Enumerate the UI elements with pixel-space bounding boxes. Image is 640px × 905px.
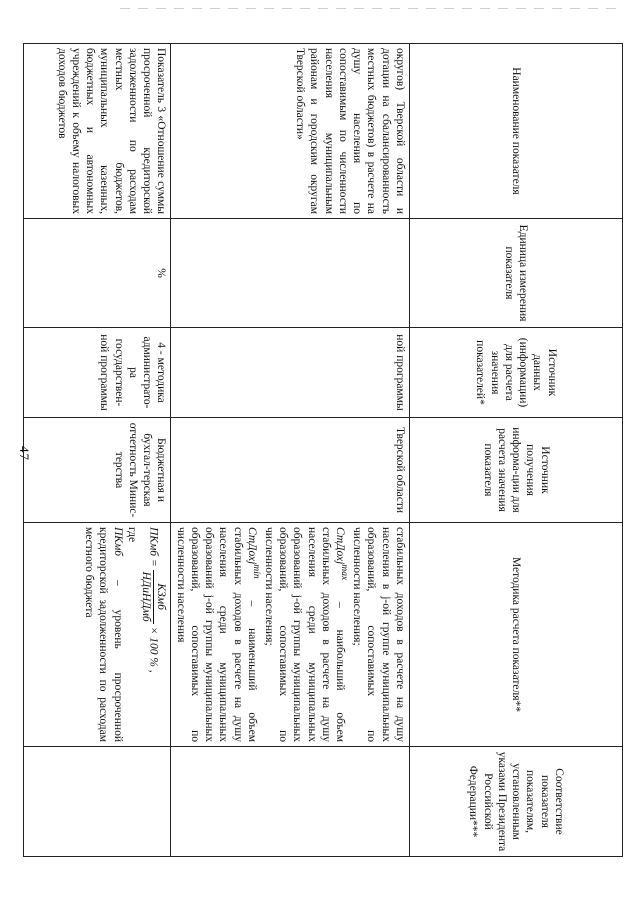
formula-numerator: КЗмб	[153, 570, 168, 624]
cell-compliance	[171, 747, 410, 857]
definition-symbol: ПКмб	[111, 527, 124, 557]
cell-data-source: ной программы	[171, 328, 410, 418]
formula	[139, 527, 169, 742]
method-symbol-min: СтДохj	[245, 527, 258, 565]
table-row	[24, 44, 171, 857]
cell-method	[24, 523, 171, 747]
formula-where: где	[125, 527, 138, 543]
cell-info-source: Тверской области	[171, 418, 410, 523]
cell-compliance	[24, 747, 171, 857]
table-row	[171, 44, 410, 857]
cell-data-source: 4 - методика администрато-ра государствен-ной программы	[24, 328, 171, 418]
indicator-table	[23, 43, 623, 857]
method-symbol-min-sup: min	[250, 564, 262, 579]
scan-edge-marks	[120, 8, 620, 9]
page-number: 47	[17, 446, 32, 461]
formula-denominator: НДиНДмб	[140, 571, 153, 622]
header-compliance: Соответствие показателя показателям, установленным указами Президента Российской Федерации***	[410, 747, 623, 857]
method-symbol-max-sup: max	[339, 564, 350, 581]
formula-fraction	[139, 570, 169, 624]
cell-name: Показатель 3 «Отношение суммы просроченной кредиторской задолженности по расходам местных бюджетов, муниципальных казенных, бюджетных и автономных учреждений к объему налоговых доходов бюджетов	[24, 44, 171, 219]
method-text-3: – наименьший объем стабильных доходов в расчете на душу населения среди муниципальных образований j-ой группы муниципальных образований, сопоставимых по численности населения	[174, 527, 258, 742]
header-info-source: Источник получения информа-ции для расчета значения показателя	[410, 418, 623, 523]
cell-name: округов) Тверской области и дотации на сбалансированность местных бюджетов) в расчете на душу населения по сопоставимым по численности населения муниципальным районам и городским округам Тверской области»	[171, 44, 410, 219]
cell-info-source: Бюджетная и бухгал-терская отчетность Минис-терства	[24, 418, 171, 523]
rotated-table-container	[29, 43, 623, 856]
method-symbol-max: СтДохj	[334, 527, 347, 565]
cell-unit	[171, 219, 410, 328]
header-unit: Единица измерения показателя	[410, 219, 623, 328]
table-header-row	[410, 44, 623, 857]
formula-lhs: ПКмб =	[147, 527, 160, 567]
header-name: Наименование показателя	[410, 44, 623, 219]
method-text-1: стабильных доходов в расчете на душу населения в j-ой группе муниципальных образований, сопоставимых по численности населения;	[351, 527, 406, 742]
header-method: Методика расчета показателя**	[410, 523, 623, 747]
formula-rhs: × 100 % ,	[147, 626, 160, 673]
method-text-2: – наибольший объем стабильных доходов в расчете на душу населения среди муниципальных образований j-ой группы муниципальных образований, сопоставимых по численности населения;	[262, 527, 347, 742]
header-data-source: Источник данных (информации) для расчета значения показателей*	[410, 328, 623, 418]
cell-method	[171, 523, 410, 747]
cell-unit: %	[24, 219, 171, 328]
definition-text: – уровень просроченной кредиторской задолженности по расходам местного бюджета	[83, 527, 124, 742]
